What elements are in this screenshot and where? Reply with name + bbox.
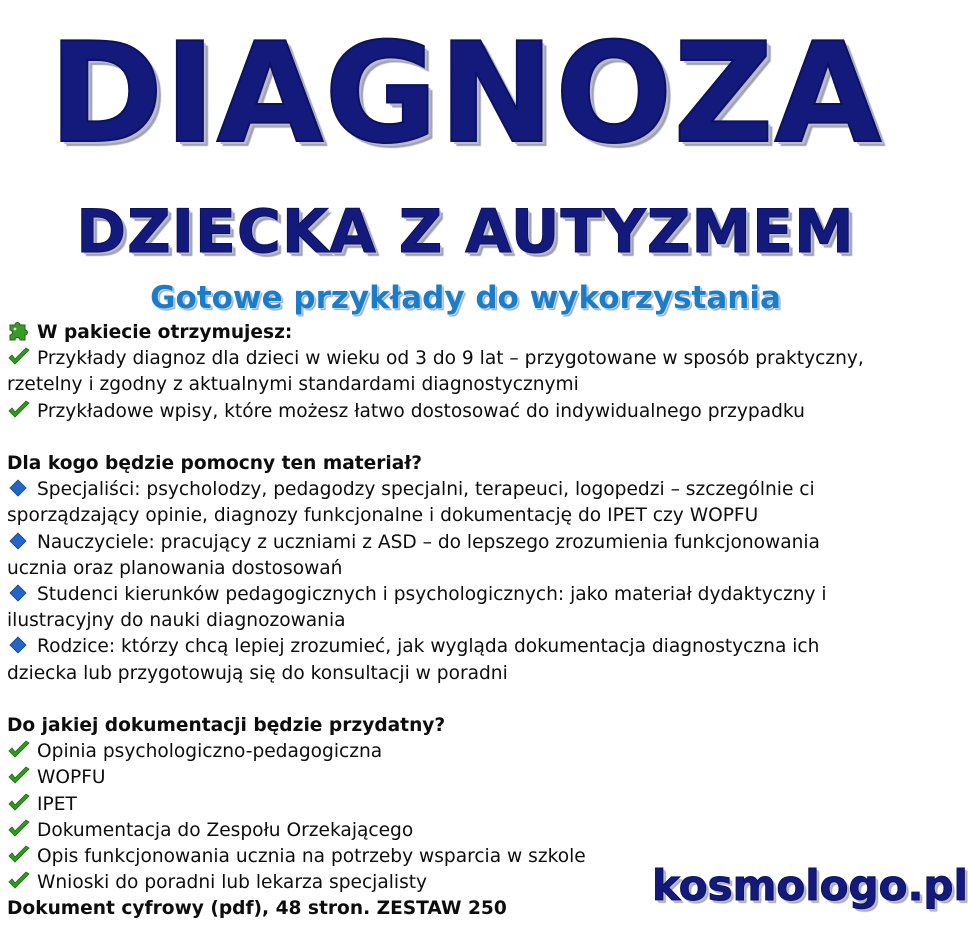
check-icon (7, 793, 31, 813)
audience-item-1-cont: sporządzający opinie, diagnozy funkcjonalne i dokumentację do IPET czy WOPFU (7, 505, 759, 527)
package-item-1-cont: rzetelny i zgodny z aktualnymi standardami diagnostycznymi (7, 374, 579, 396)
audience-item-1-text: Specjaliści: psycholodzy, pedagodzy specjalni, terapeuci, logopedzi – szczególnie ci (37, 479, 815, 501)
package-item-2 (7, 399, 925, 425)
description-body (7, 320, 968, 923)
title-subtitle: DZIECKA Z AUTYZMEM (76, 197, 855, 267)
audience-item-2-text: Nauczyciele: pracujący z uczniami z ASD – do lepszego zrozumienia funkcjonowania (37, 531, 820, 553)
audience-heading: Dla kogo będzie pomocny ten materiał? (7, 453, 423, 474)
check-icon (7, 740, 31, 760)
package-heading-line (7, 320, 925, 346)
documentation-item-3-text: IPET (37, 793, 77, 815)
audience-item-3-cont: ilustracyjny do nauki diagnozowania (7, 610, 346, 632)
diamond-icon (7, 478, 31, 498)
check-icon (7, 766, 31, 786)
documentation-item-2-text: WOPFU (37, 767, 106, 789)
audience-item-2-cont: ucznia oraz planowania dostosowań (7, 557, 343, 579)
documentation-item-2 (7, 765, 925, 791)
documentation-item-1 (7, 739, 925, 765)
audience-item-3-text: Studenci kierunków pedagogicznych i psychologicznych: jako materiał dydaktyczny i (37, 584, 827, 606)
audience-item-2 (7, 530, 925, 556)
check-icon (7, 845, 31, 865)
documentation-item-4 (7, 818, 925, 844)
documentation-heading: Do jakiej dokumentacji będzie przydatny? (7, 715, 446, 737)
documentation-item-1-text: Opinia psychologiczno-pedagogiczna (37, 741, 383, 763)
package-heading: W pakiecie otrzymujesz: (37, 322, 293, 343)
title-main: DIAGNOZA (48, 13, 883, 174)
documentation-item-3 (7, 792, 925, 818)
documentation-item-6-text: Wnioski do poradni lub lekarza specjalisty (37, 872, 428, 894)
documentation-item-5-text: Opis funkcjonowania ucznia na potrzeby wsparcia w szkole (37, 846, 586, 868)
diamond-icon (7, 583, 31, 603)
package-item-1-text: Przykłady diagnoz dla dzieci w wieku od 3 do 9 lat – przygotowane w sposób praktyczny, (37, 348, 864, 370)
diamond-icon (7, 531, 31, 551)
audience-item-1 (7, 477, 925, 503)
check-icon (7, 871, 31, 891)
audience-item-3 (7, 582, 925, 608)
check-icon (7, 400, 31, 420)
diamond-icon (7, 635, 31, 655)
audience-item-4-text: Rodzice: którzy chcą lepiej zrozumieć, jak wygląda dokumentacja diagnostyczna ich (37, 636, 820, 658)
audience-item-4 (7, 634, 925, 660)
check-icon (7, 819, 31, 839)
package-item-2-text: Przykładowe wpisy, które możesz łatwo dostosować do indywidualnego przypadku (37, 400, 805, 422)
brand-logo-text: kosmologo.pl (652, 861, 968, 910)
audience-item-4-cont: dziecka lub przygotowują się do konsultacji w poradni (7, 662, 508, 684)
check-icon (7, 347, 31, 367)
package-item-1 (7, 346, 925, 372)
product-info: Dokument cyfrowy (pdf), 48 stron. ZESTAW 250 (7, 898, 507, 920)
puzzle-icon (7, 321, 31, 341)
tagline: Gotowe przykłady do wykorzystania (150, 280, 781, 316)
documentation-item-4-text: Dokumentacja do Zespołu Orzekającego (37, 819, 414, 841)
